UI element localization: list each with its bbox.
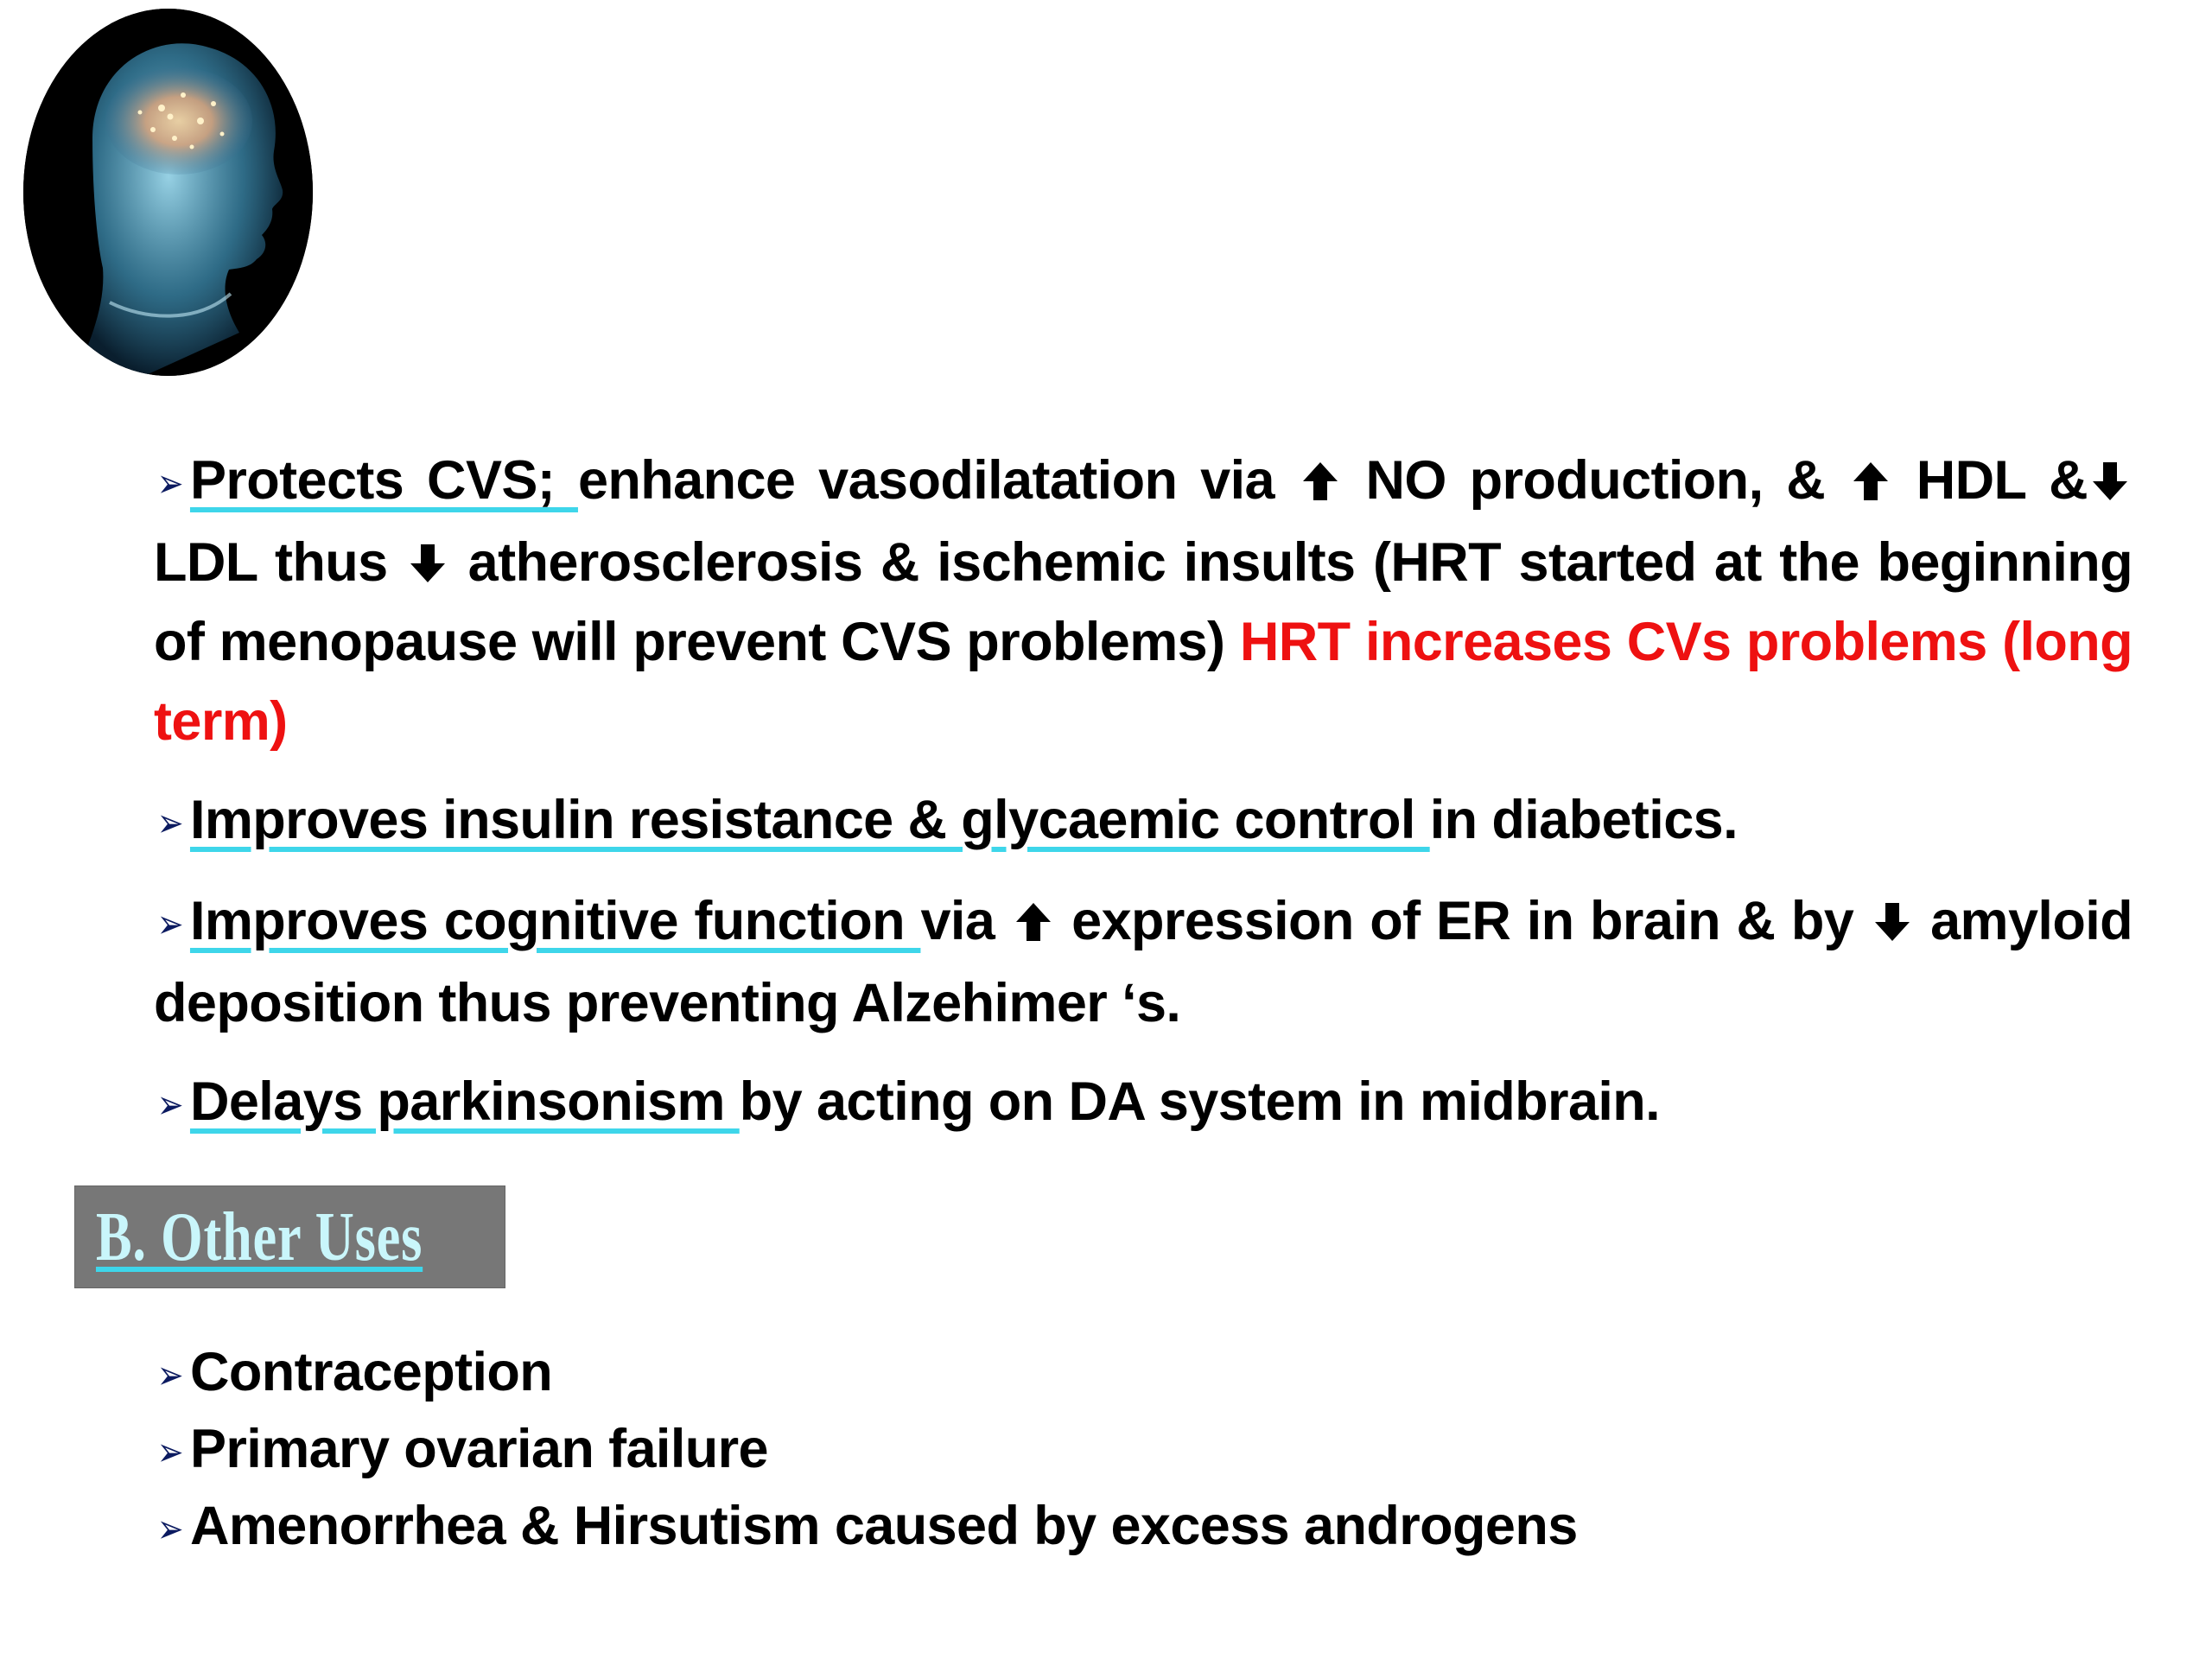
underlined-heading: Improves cognitive function — [189, 891, 921, 951]
underlined-heading: Improves insulin resistance & glycaemic control — [189, 790, 1430, 850]
bullet-arrow-icon: ➢ — [156, 1352, 184, 1397]
brain-head-image — [23, 9, 313, 376]
underlined-heading: Protects CVS; — [189, 450, 578, 511]
other-uses-list — [154, 1335, 1882, 1566]
underlined-heading: Delays parkinsonism — [189, 1071, 740, 1132]
down-arrow-icon — [2088, 459, 2133, 504]
bullet-arrow-icon: ➢ — [156, 1429, 184, 1474]
down-arrow-icon — [405, 541, 450, 586]
section-heading-box — [75, 1186, 505, 1287]
up-arrow-icon — [1298, 459, 1343, 504]
effects-list — [154, 441, 2133, 1163]
list-item: ➢ Amenorrhea & Hirsutism caused by excess androgens — [154, 1489, 1882, 1566]
down-arrow-icon — [1870, 899, 1915, 944]
section-title: B. Other Uses — [96, 1199, 423, 1275]
bullet-arrow-icon: ➢ — [156, 800, 184, 845]
bullet-arrow-icon: ➢ — [156, 1082, 184, 1127]
up-arrow-icon — [1011, 899, 1056, 944]
bullet-protects-cvs: ➢ Protects CVS; enhance vasodilatation via NO production, & HDL & LDL thus atherosclerosis & ischemic insults (HRT started at the beginning of menopause will prevent CVS problems) HRT increases CVs problems (long term) — [154, 441, 2133, 761]
up-arrow-icon — [1848, 459, 1893, 504]
bullet-insulin: ➢ Improves insulin resistance & glycaemic control in diabetics. — [154, 780, 2133, 862]
bullet-arrow-icon: ➢ — [156, 901, 184, 946]
bullet-arrow-icon: ➢ — [156, 461, 184, 505]
list-item: ➢ Contraception — [154, 1335, 1882, 1412]
bullet-arrow-icon: ➢ — [156, 1506, 184, 1551]
red-warning-text: HRT increases CVs problems (long term) — [154, 612, 2133, 752]
bullet-parkinsonism: ➢ Delays parkinsonism by acting on DA system in midbrain. — [154, 1062, 2133, 1144]
list-item: ➢ Primary ovarian failure — [154, 1412, 1882, 1489]
bullet-cognitive: ➢ Improves cognitive function via expression of ER in brain & by amyloid deposition thus preventing Alzehimer ‘s. — [154, 881, 2133, 1043]
